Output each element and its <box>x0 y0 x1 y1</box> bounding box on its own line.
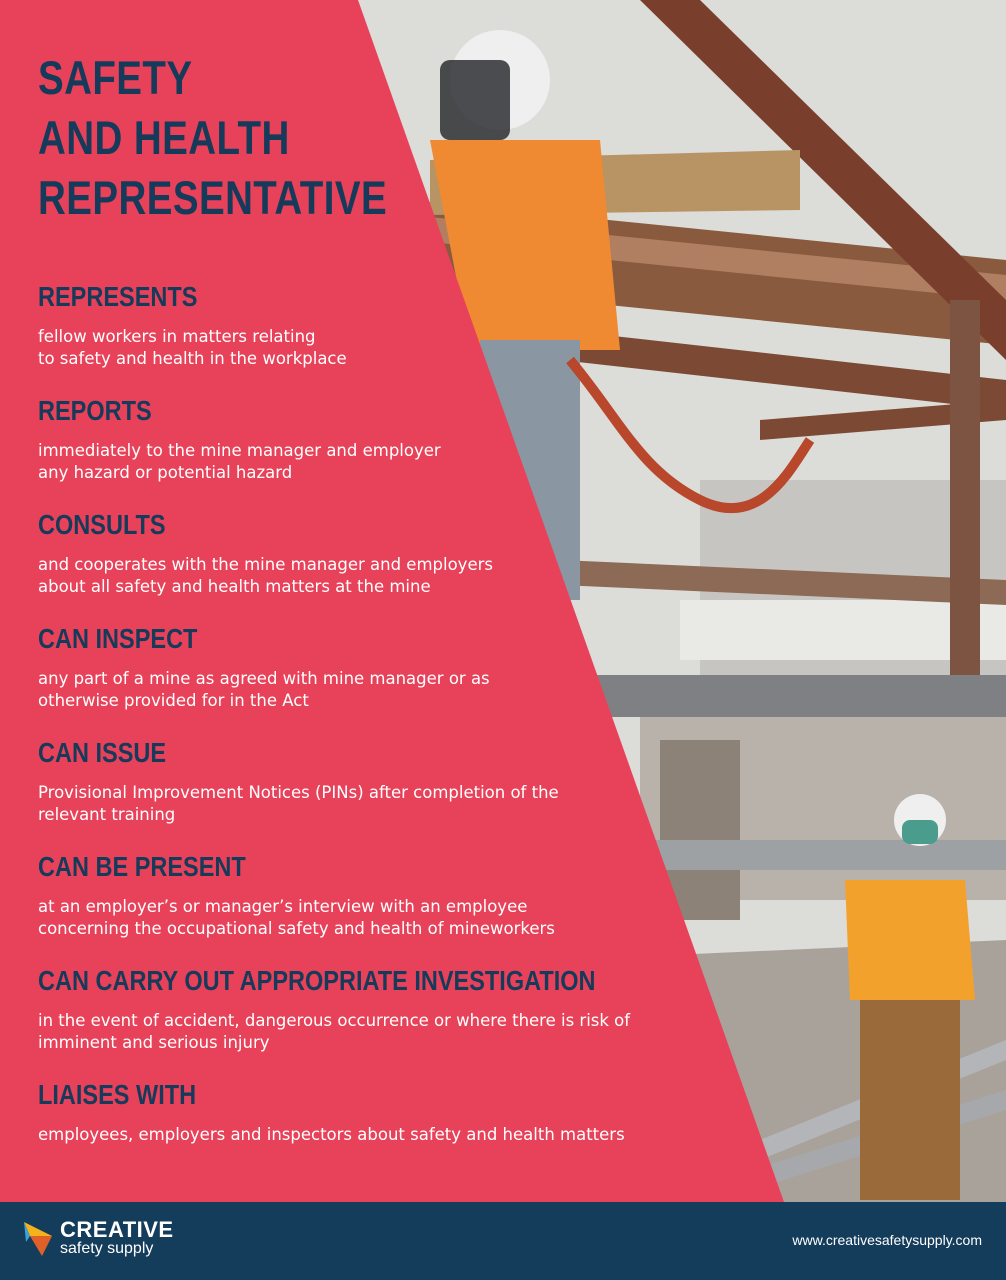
item-heading: CAN CARRY OUT APPROPRIATE INVESTIGATION <box>38 965 596 996</box>
item-description <box>38 326 698 370</box>
list-item <box>38 850 698 964</box>
item-heading: CAN INSPECT <box>38 623 198 654</box>
list-item <box>38 736 698 850</box>
item-heading: REPORTS <box>38 395 152 426</box>
item-description-line: to safety and health in the workplace <box>38 349 347 368</box>
item-description-line: any hazard or potential hazard <box>38 463 293 482</box>
website-url: www.creativesafetysupply.com <box>792 1232 982 1248</box>
brand-logo-icon <box>22 1220 54 1258</box>
item-heading: CONSULTS <box>38 509 166 540</box>
item-description <box>38 1124 698 1146</box>
item-description-line: and cooperates with the mine manager and employers <box>38 555 493 574</box>
item-description <box>38 440 698 484</box>
title-line-3: REPRESENTATIVE <box>38 171 388 224</box>
item-description-line: concerning the occupational safety and health of mineworkers <box>38 919 555 938</box>
item-description-line: imminent and serious injury <box>38 1033 270 1052</box>
item-description <box>38 1010 698 1054</box>
item-description-line: Provisional Improvement Notices (PINs) after completion of the <box>38 783 559 802</box>
list-item <box>38 1078 698 1192</box>
item-description-line: about all safety and health matters at the mine <box>38 577 431 596</box>
brand-name: CREATIVE <box>60 1217 174 1242</box>
poster-title <box>38 48 387 228</box>
item-description <box>38 896 698 940</box>
item-heading: REPRESENTS <box>38 281 198 312</box>
item-heading: CAN ISSUE <box>38 737 167 768</box>
list-item <box>38 964 698 1078</box>
item-description-line: any part of a mine as agreed with mine manager or as <box>38 669 490 688</box>
list-item <box>38 280 698 394</box>
item-description <box>38 554 698 598</box>
item-description-line: fellow workers in matters relating <box>38 327 316 346</box>
item-description <box>38 668 698 712</box>
list-item <box>38 508 698 622</box>
title-line-2: AND HEALTH <box>38 111 290 164</box>
brand-tagline: safety supply <box>60 1240 154 1257</box>
item-description-line: otherwise provided for in the Act <box>38 691 309 710</box>
item-description <box>38 782 698 826</box>
item-description-line: relevant training <box>38 805 176 824</box>
item-heading: CAN BE PRESENT <box>38 851 246 882</box>
item-heading: LIAISES WITH <box>38 1079 197 1110</box>
list-item <box>38 622 698 736</box>
list-item <box>38 394 698 508</box>
item-description-line: employees, employers and inspectors about safety and health matters <box>38 1125 625 1144</box>
item-description-line: in the event of accident, dangerous occurrence or where there is risk of <box>38 1011 631 1030</box>
item-description-line: immediately to the mine manager and employer <box>38 441 441 460</box>
title-line-1: SAFETY <box>38 51 193 104</box>
responsibilities-list <box>38 280 698 1192</box>
item-description-line: at an employer’s or manager’s interview with an employee <box>38 897 528 916</box>
